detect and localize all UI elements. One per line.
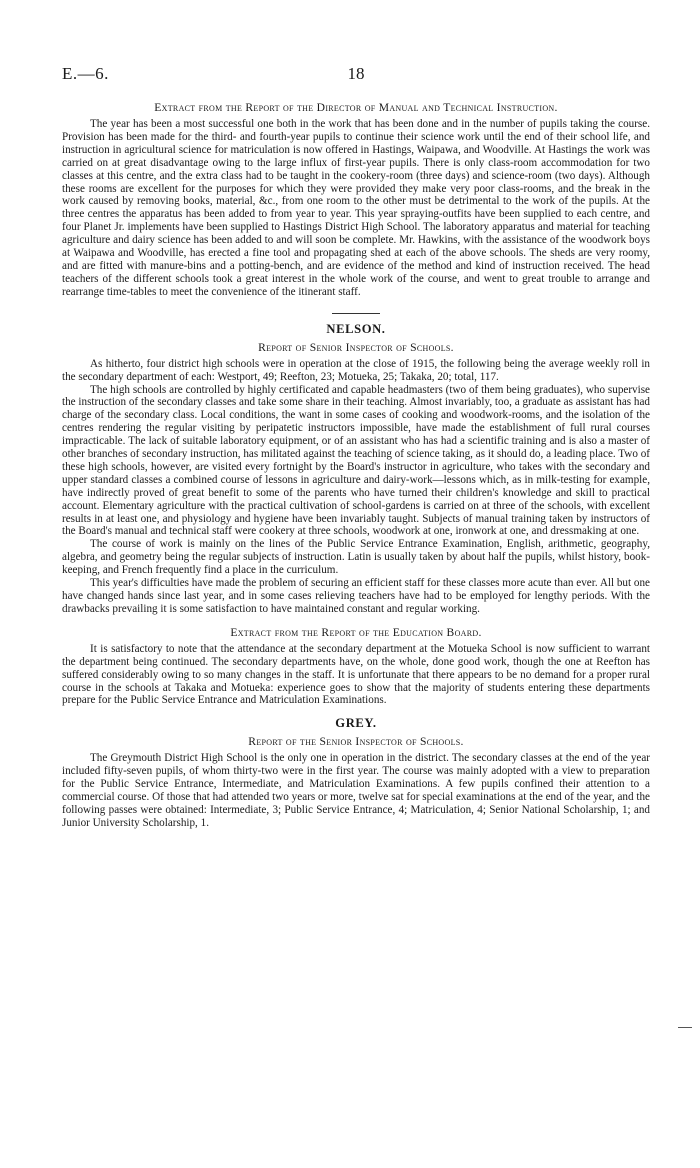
page-header <box>62 64 650 86</box>
nelson-paragraph-4: This year's difficulties have made the problem of securing an efficient staff for these classes more acute than ever. All but one have changed hands since last year, and in some cases relieving teachers have had to be employed for lengthy periods. With the drawbacks prevailing it is some satisfaction to have maintained constant and regular working. <box>62 577 650 615</box>
nelson-paragraph-2: The high schools are controlled by highly certificated and capable headmasters (two of them being graduates), who supervise the instruction of the secondary classes and take some share in their teaching. Almost invariably, too, a graduate as assistant has had charge of the secondary class. Local conditions, the want in some cases of cooking and woodwork-rooms, and the isolation of the centres rendering the regular visiting by peripatetic instructors impossible, have made the establishment of full rural courses impracticable. The lack of suitable laboratory equipment, or of an assistant who has had a scientific training and is also a master of other branches of secondary instruction, has militated against the teaching of science taking, as it should do, a leading place. Two of these high schools, however, are visited every fortnight by the Board's instructor in agriculture, who takes with the secondary and upper standard classes a combined course of lessons in agriculture and dairy-work—lessons which, as in milk-testing for example, have indirectly proved of great benefit to some of the parents who have turned their children's knowledge and skill to practical account. Elementary agriculture with the practical cultivation of school-gardens is carried on at three of the schools, with excellent results in at least one, and physiology and hygiene have been invariably taught. Subjects of manual training taken by instructors of the Board's manual and technical staff were cookery at three schools, woodwork at one, ironwork at one, and dressmaking at one. <box>62 383 650 538</box>
margin-mark <box>678 1027 692 1028</box>
manual-paragraph-1: The year has been a most successful one both in the work that has been done and in the number of pupils taking the course. Provision has been made for the third- and fourth-year pupils to continue their science work until the end of their school life, and instruction in agricultural science for matriculation is now offered in Hastings, Waipawa, and Woodville. At Hastings the work was carried on at great disadvantage owing to the large influx of first-year pupils. There is only class-room accommodation for two classes at this centre, and the extra class had to be taught in the cookery-room (three days) and science-room (two days). Although these rooms are excellent for the purposes for which they were provided they make very poor class-rooms, and the break in the work caused by removing books, material, &c., from one room to the other must be detrimental to the work of the pupils. At the three centres the apparatus has been added to from year to year. This year spraying-outfits have been supplied to each centre, and four Planet Jr. implements have been supplied to Hastings District High School. The laboratory apparatus and material for teaching agriculture and dairy science has been added to and will soon be complete. Mr. Hawkins, with the assistance of the woodwork boys at Waipawa and Woodville, has erected a fine tool and propagating shed at each of the above schools. The sheds are very roomy, and are fitted with manure-bins and a potting-bench, and are evidence of the method and kind of instruction received. The head teachers of the different schools took a great interest in the whole work of the course, and went to great trouble to arrange and rearrange time-tables to meet the convenience of the itinerant staff. <box>62 118 650 298</box>
nelson-paragraph-3: The course of work is mainly on the lines of the Public Service Entrance Examination, English, arithmetic, geography, algebra, and geometry being the regular subjects of instruction. Latin is usually taken by about half the pupils, whilst history, book-keeping, and French frequently find a place in the curriculum. <box>62 538 650 577</box>
grey-title: GREY. <box>335 716 377 731</box>
page-body <box>62 100 650 830</box>
nelson-subheading: Report of Senior Inspector of Schools. <box>258 340 454 354</box>
manual-instruction-heading: Extract from the Report of the Director of Manual and Technical Instruction. <box>154 101 558 114</box>
page-number: 18 <box>347 64 365 83</box>
board-paragraph-1: It is satisfactory to note that the attendance at the secondary department at the Motueka School is now sufficient to warrant the department being continued. The secondary departments have, on the whole, done good work, though the one at Reefton has suffered considerably owing to so many changes in the staff. It is unfortunate that there appears to be no demand for a proper rural course in the schools at Takaka and Motueka: experience goes to show that the majority of students entering these departments prepare for the Public Service Entrance and Matriculation Examinations. <box>62 642 650 707</box>
nelson-title: NELSON. <box>326 321 386 336</box>
grey-paragraph-1: The Greymouth District High School is the only one in operation in the district. The secondary classes at the end of the year included fifty-seven pupils, of whom thirty-two were in the first year. The course was mainly adopted with a view to preparation for the Public Service Entrance, Intermediate, and Matriculation Examinations. A few pupils confined their attention to a commercial course. Of those that had attended two years or more, twelve sat for special examinations at the end of the year, and the following passes were obtained: Intermediate, 3; Public Service Entrance, 4; Matriculation, 4; Senior National Scholarship, 1; and Junior University Scholarship, 1. <box>62 752 650 829</box>
grey-subheading: Report of the Senior Inspector of Schools. <box>248 735 464 749</box>
nelson-paragraph-1: As hitherto, four district high schools were in operation at the close of 1915, the following being the average weekly roll in the secondary department of each: Westport, 49; Reefton, 23; Motueka, 25; Takaka, 20; total, 117. <box>62 357 650 383</box>
document-reference: E.—6. <box>62 64 109 83</box>
board-heading: Extract from the Report of the Education Board. <box>230 625 482 639</box>
section-divider <box>332 313 380 314</box>
